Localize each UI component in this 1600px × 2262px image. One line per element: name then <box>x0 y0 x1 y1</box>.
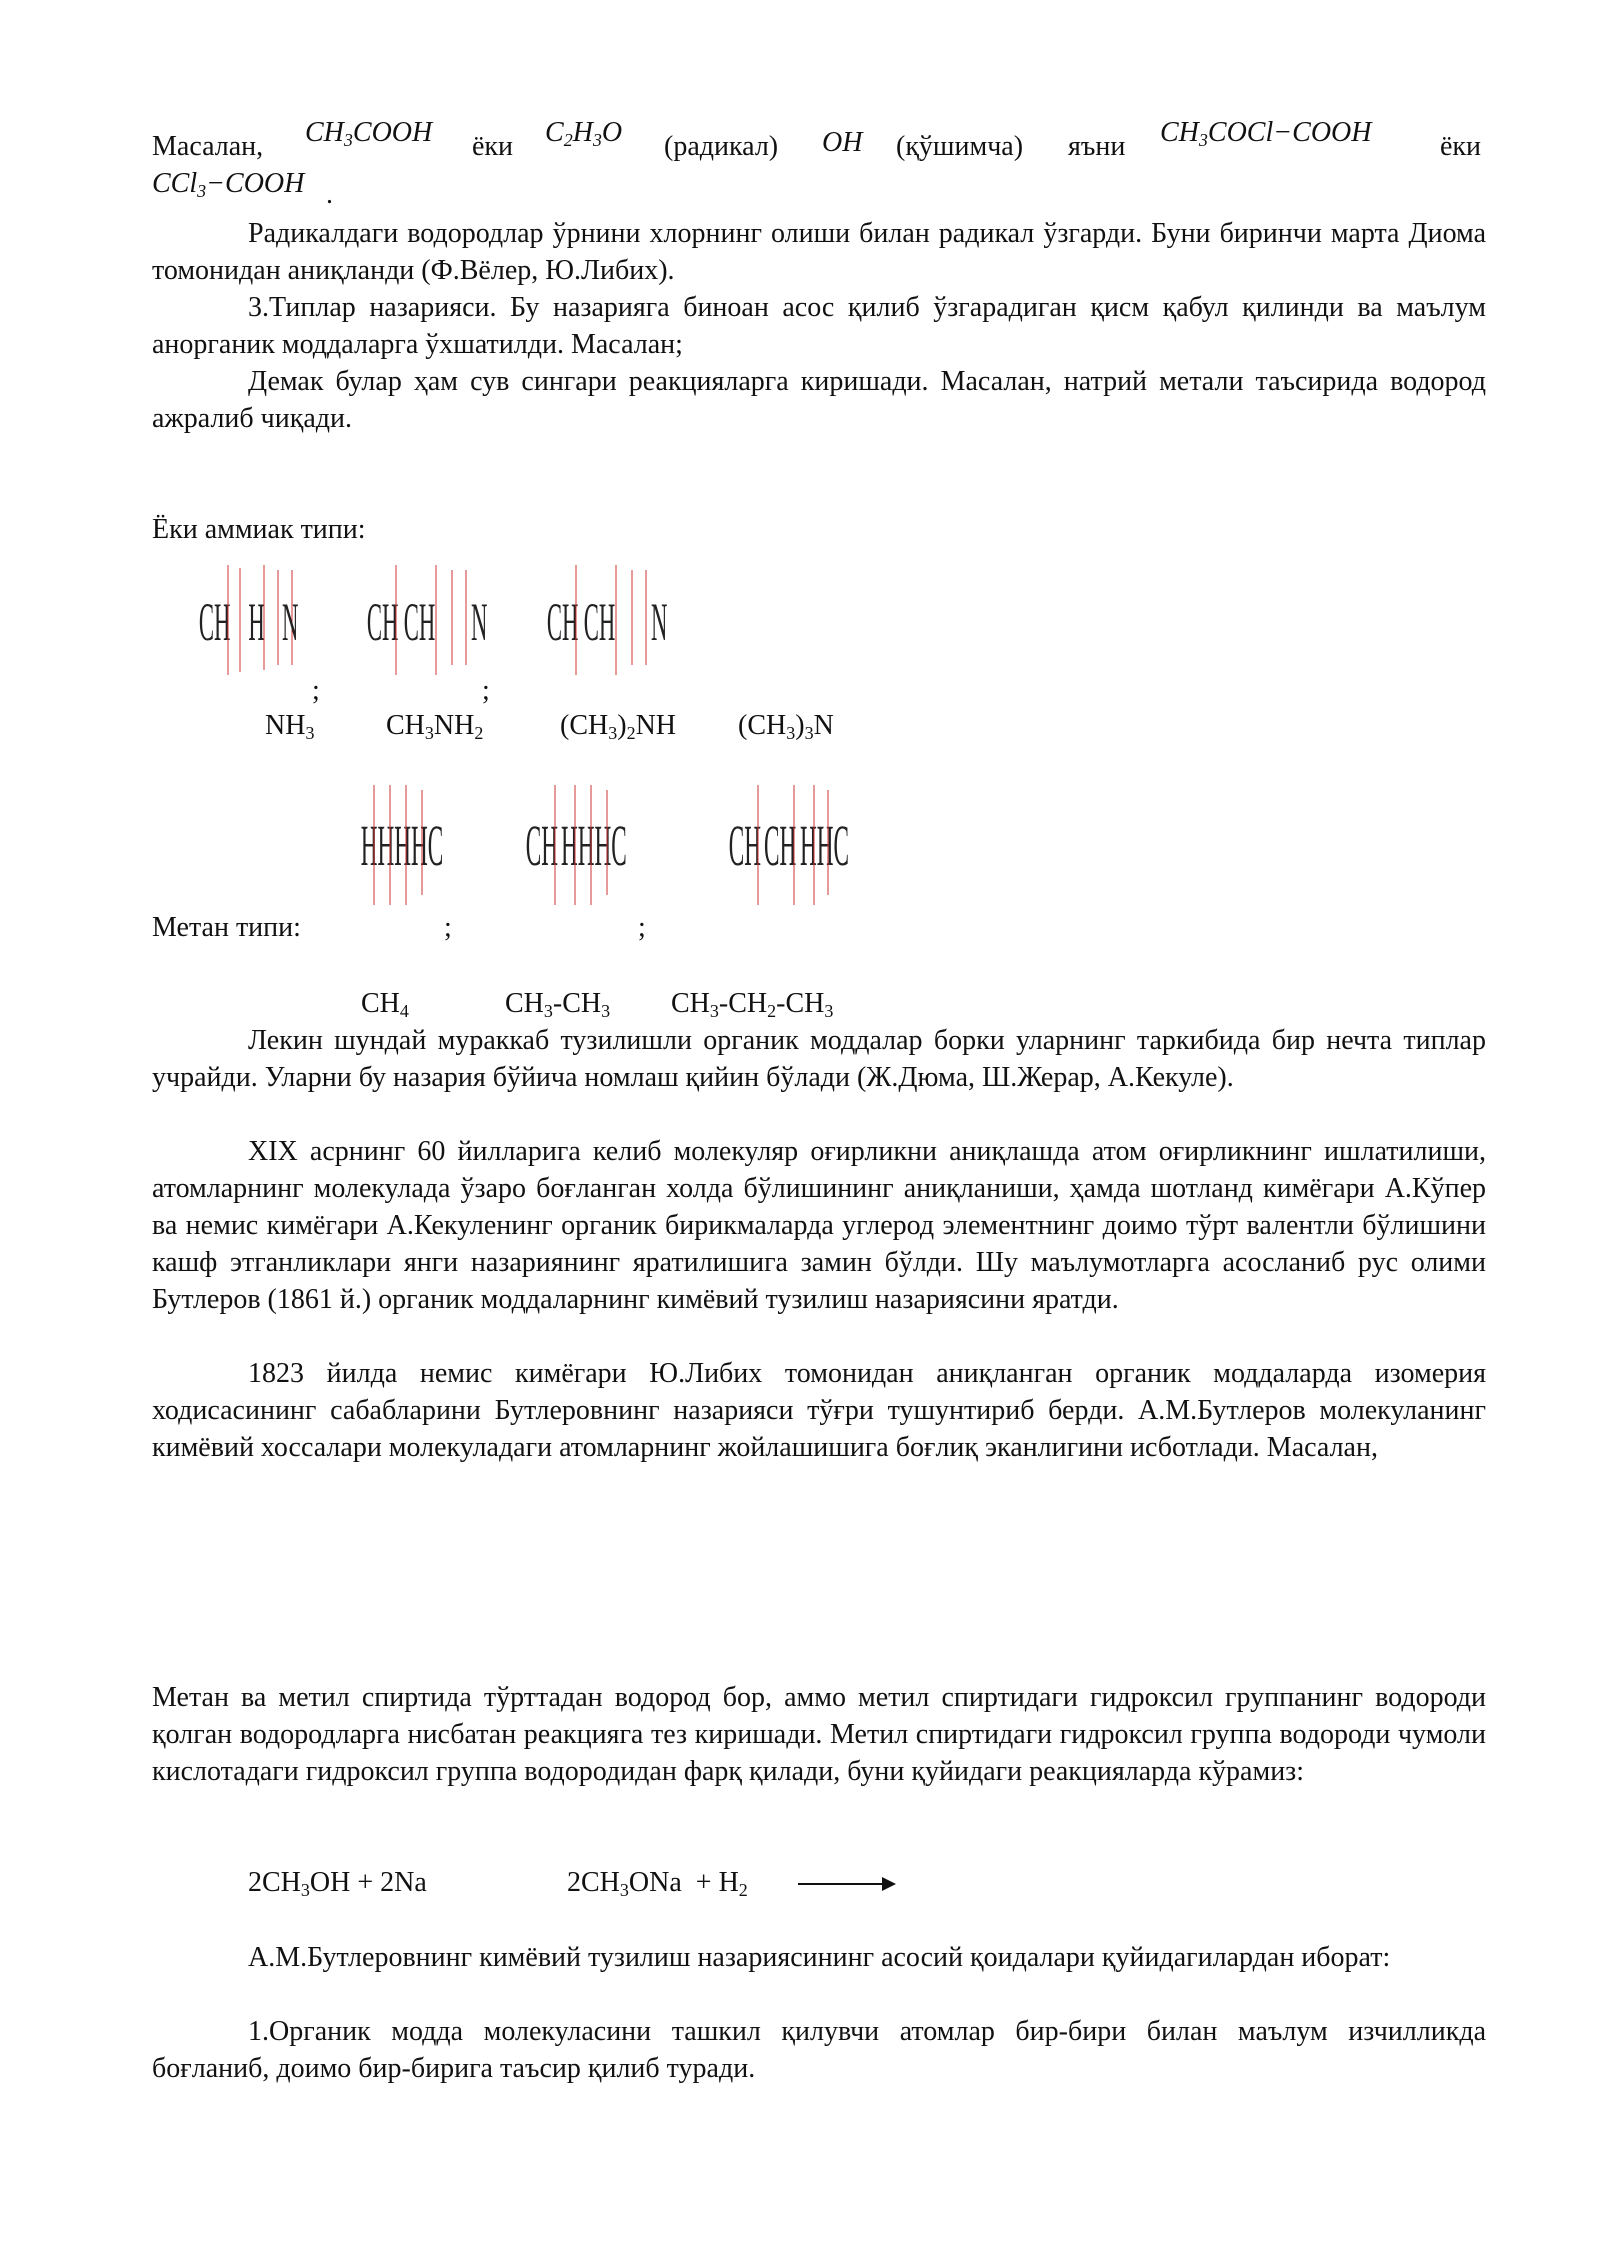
svg-text:CH: CH <box>525 813 559 879</box>
svg-text:CH: CH <box>728 813 762 879</box>
paragraph-complex-types: Лекин шундай мураккаб тузилишли органик моддалар борки уларнинг таркибида бир нечта типлар учрайди. Уларни бу назария бўйича номлаш қийин бўлади (Ж.Дюма, Ш.Жерар, А.Кекуле). <box>152 1025 1486 1093</box>
svg-text:HHC: HHC <box>800 813 849 879</box>
paragraph-history: XIX асрнинг 60 йилларига келиб молекуляр оғирликни аниқлашда атом оғирликнинг ишлатилиши, атомларнинг молекулада ўзаро боғланган холда бўлишининг аниқланиши, ҳамда шотланд кимёгари А.Кўпер ва немис кимёгари А.Кекуленинг органик бирикмаларда углерод элементнинг доимо тўрт валентли бўлишини кашф этганликлари янги назариянинг яратилишига замин бўлди. Шу маълумотларга асосланиб рус олими Бутлеров (1861 й.) органик моддаларнинг кимёвий тузилиш назариясини яратди. <box>152 1136 1486 1315</box>
svg-text:CH: CH <box>366 591 399 652</box>
svg-text:CH: CH <box>198 591 231 652</box>
formula-ch4: $CH_4$ <box>361 988 409 1021</box>
methane-structure-1 <box>360 780 460 910</box>
paragraph-isomerism: 1823 йилда немис кимёгари Ю.Либих томонидан аниқланган органик моддаларда изомерия ходисасининг сабабларини Бутлеровнинг назарияси тўғри тушунтириб берди. А.М.Бутлеров молекуланинг кимёвий хоссалари молекуладаги атомларнинг жойлашишига боғлиқ эканлигини исботлади. Масалан, <box>152 1358 1486 1463</box>
intro-masalan: Масалан, <box>152 131 264 162</box>
paragraph-reactions: Демак булар ҳам сув сингари реакцияларга киришади. Масалан, натрий метали таъсирида водород ажралиб чиқади. <box>152 366 1486 434</box>
svg-text:CH: CH <box>403 591 436 652</box>
intro-eki-2: ёки <box>1440 131 1482 162</box>
formula-ch3-3n: $(CH_3)_3N$ <box>738 710 834 743</box>
methane-semicolon-1: ; <box>444 912 452 943</box>
svg-text:CH: CH <box>583 591 616 652</box>
intro-eki-1: ёки <box>472 131 514 162</box>
formula-propane: $CH_3-CH_2-CH_3$ <box>671 988 834 1021</box>
paragraph-methanol: Метан ва метил спиртида тўрттадан водород бор, аммо метил спиртидаги гидроксил группанинг водороди қолган водородларга нисбатан реакцияга тез киришади. Метил спиртидаги гидроксил группа водороди чумоли кислотадаги гидроксил группа водородидан фарқ қилади, буни қуйидаги реакцияларда кўрамиз: <box>152 1682 1486 1787</box>
svg-text:N: N <box>282 591 299 652</box>
formula-nh3: $NH_3$ <box>265 710 315 743</box>
svg-text:CH: CH <box>546 591 579 652</box>
svg-text:HHHHC: HHHHC <box>360 813 444 879</box>
ammonia-type-label: Ёки аммиак типи: <box>152 514 366 545</box>
svg-text:HHHC: HHHC <box>561 813 627 879</box>
ammonia-semicolon-1: ; <box>312 675 320 706</box>
ammonia-structure-3 <box>546 560 676 680</box>
paragraph-butlerov-rules: А.М.Бутлеровнинг кимёвий тузилиш назариясининг асосий қоидалари қуйидагилардан иборат: <box>248 1942 1391 1973</box>
reaction-reactants: $2CH_3OH + 2Na$ <box>248 1867 427 1900</box>
svg-text:H: H <box>248 591 265 652</box>
reaction-products: $2CH_3ONa + H_2$ <box>567 1867 748 1900</box>
intro-addition: (қўшимча) <box>896 131 1024 162</box>
paragraph-radical: Радикалдаги водородлар ўрнини хлорнинг олиши билан радикал ўзгарди. Буни биринчи марта Диома томонидан аниқланди (Ф.Вёлер, Ю.Либих). <box>152 218 1486 286</box>
formula-ethane: $CH_3-CH_3$ <box>505 988 611 1021</box>
formula-ch3cocl-cooh: $CH_3COCl-COOH$ <box>1160 117 1372 150</box>
methane-semicolon-2: ; <box>638 912 646 943</box>
ammonia-semicolon-2: ; <box>482 675 490 706</box>
formula-ch3cooh: $CH_3COOH$ <box>305 117 433 150</box>
formula-oh: OH <box>822 127 863 158</box>
formula-ch3-2nh: $(CH_3)_2NH$ <box>560 710 677 743</box>
formula-c2h3o: $C_2H_3O$ <box>545 117 623 150</box>
methane-structure-3 <box>728 780 858 910</box>
intro-yani: яъни <box>1068 131 1126 162</box>
intro-dot: . <box>326 179 333 210</box>
methane-structure-2 <box>525 780 645 910</box>
reaction-arrow-icon <box>796 1872 900 1896</box>
methane-type-label: Метан типи: <box>152 912 301 943</box>
ammonia-structure-2 <box>366 560 496 680</box>
ammonia-structure-1 <box>198 560 318 680</box>
svg-text:CH: CH <box>764 813 797 879</box>
paragraph-rule-1: 1.Органик модда молекуласини ташкил қилувчи атомлар бир-бири билан маълум изчилликда боғланиб, доимо бир-бирига таъсир қилиб туради. <box>152 2016 1486 2084</box>
formula-ccl3-cooh: CCl$_3$−COOH <box>152 168 305 201</box>
intro-radical: (радикал) <box>664 131 779 162</box>
svg-text:N: N <box>651 591 668 652</box>
svg-text:N: N <box>471 591 488 652</box>
paragraph-types-theory: 3.Типлар назарияси. Бу назарияга биноан асос қилиб ўзгарадиган қисм қабул қилинди ва маълум анорганик моддаларга ўхшатилди. Масалан; <box>152 292 1486 360</box>
formula-ch3nh2: $CH_3NH_2$ <box>386 710 484 743</box>
